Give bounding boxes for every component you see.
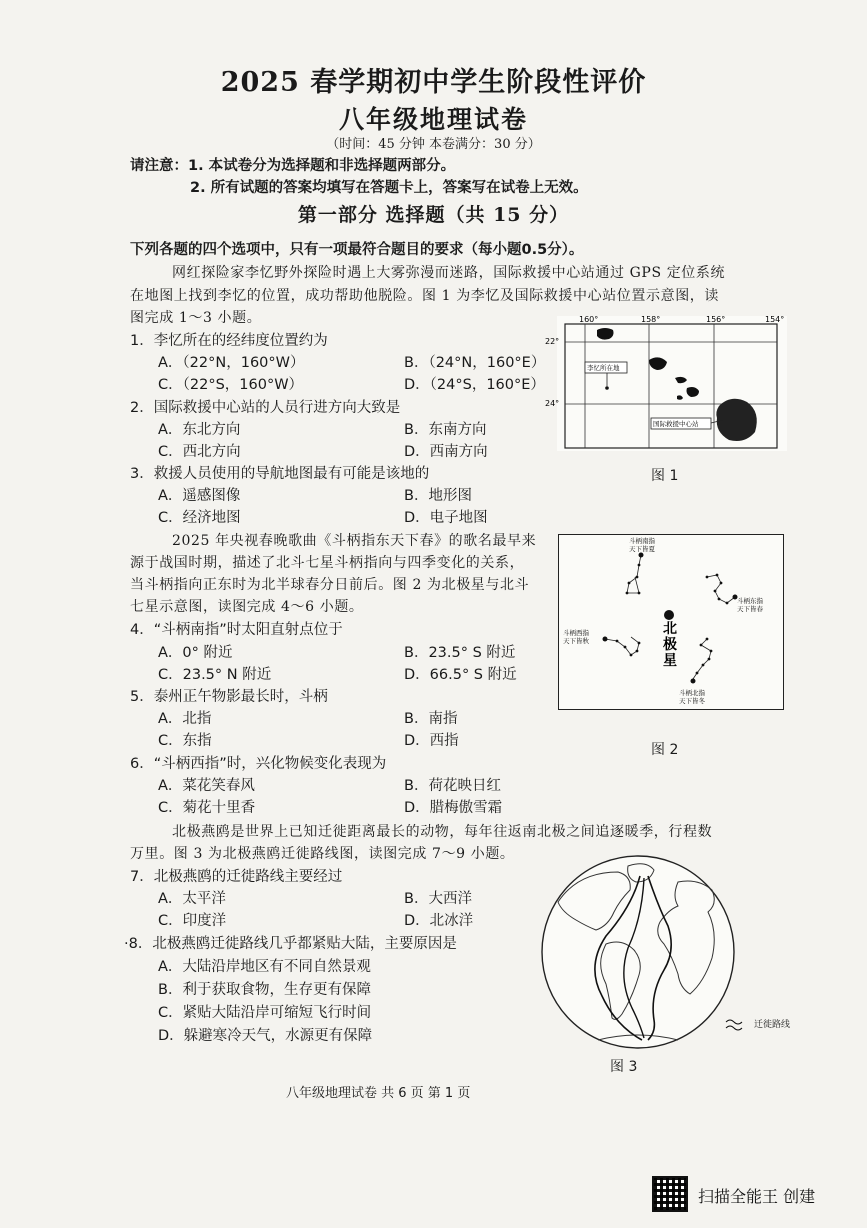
figure-1-caption: 图 1 [651,468,679,484]
question-7-option-c: C．印度洋 [158,913,227,929]
label-east-line1: 斗柄东指 [737,597,763,605]
question-8-option-a: A．大陆沿岸地区有不同自然景观 [158,959,371,975]
dipper-west-star [624,646,627,649]
lon-label-160: 160° [579,315,599,324]
figure-3-legend-label: 迁徙路线 [754,1020,791,1030]
lon-label-158: 158° [641,315,661,324]
question-7-option-d: D．北冰洋 [404,913,474,929]
question-6-stem: 6．“斗柄西指”时，兴化物候变化表现为 [130,756,387,772]
exam-title: 2025 春学期初中学生阶段性评价 [220,67,647,98]
page-footer: 八年级地理试卷 共 6 页 第 1 页 [286,1086,471,1101]
person-location-label: 李忆所在地 [587,364,620,372]
label-east-line2: 天下皆春 [737,605,763,613]
island-molokai [675,377,687,383]
legend-route-symbol [726,1020,742,1024]
lat-label-24: 24° [545,399,560,408]
question-4-option-d: D．66.5° S 附近 [404,667,517,683]
dipper-south-star [639,553,644,558]
question-7-option-b: B．大西洋 [404,891,472,907]
dipper-west-star [603,637,608,642]
dipper-west-lines [605,637,639,655]
dipper-south-star [638,592,641,595]
question-5-stem: 5．泰州正午物影最长时，斗柄 [130,689,328,705]
question-4-stem: 4．“斗柄南指”时太阳直射点位于 [130,622,343,638]
dipper-west-star [616,640,619,643]
question-3-option-c: C．经济地图 [158,510,241,526]
dipper-south-star [628,582,631,585]
dipper-south-lines [627,555,641,593]
label-south-line1: 斗柄南指 [629,537,655,545]
dipper-north-star [708,658,711,661]
dipper-east-star [716,574,719,577]
question-2-option-a: A．东北方向 [158,422,241,438]
passage1-line2: 在地图上找到李忆的位置，成功帮助他脱险。图 1 为李忆及国际救援中心站位置示意图，读 [130,288,720,304]
figure-2-svg [559,535,783,709]
dipper-north-star [700,644,703,647]
question-1-option-c: C．（22°S，160°W） [158,377,304,393]
passage3-line2: 万里。图 3 为北极燕鸥迁徙路线图，读图完成 7～9 小题。 [130,846,515,862]
label-west-line2: 天下皆秋 [563,637,589,645]
dipper-west-star [636,650,639,653]
dipper-east-lines [707,575,735,603]
question-6-option-a: A．菜花笑春风 [158,778,255,794]
question-5-option-c: C．东指 [158,733,212,749]
dipper-north-star [706,638,709,641]
polaris-label-1: 北 [663,621,677,637]
question-8-option-c: C．紧贴大陆沿岸可缩短飞行时间 [158,1005,372,1021]
dipper-north-star [710,650,713,653]
passage2-line1: 2025 年央视春晚歌曲《斗柄指东天下春》的歌名最早来 [172,533,537,549]
dipper-north-star [691,679,696,684]
lon-label-154: 154° [765,315,785,324]
person-dot [605,386,609,390]
question-2-option-c: C．西北方向 [158,444,241,460]
question-2-stem: 2．国际救援中心站的人员行进方向大致是 [130,400,401,416]
passage1-line1: 网红探险家李忆野外探险时遇上大雾弥漫而迷路，国际救援中心站通过 GPS 定位系统 [172,265,726,281]
polaris-label-2: 极 [663,637,677,653]
dipper-north-star [696,672,699,675]
dipper-east-star [718,598,721,601]
figure-3-globe [528,852,754,1052]
question-8-option-b: B．利于获取食物，生存更有保障 [158,982,371,998]
island-oahu [649,357,667,370]
dipper-east-star [720,582,723,585]
question-4-option-a: A．0° 附近 [158,645,233,661]
figure-3-caption: 图 3 [610,1059,638,1075]
island-lanai [677,395,683,399]
question-5-option-d: D．西指 [404,733,459,749]
dipper-east-star [714,590,717,593]
dipper-west-star [638,642,641,645]
note-2: 2. 所有试题的答案均填写在答题卡上，答案写在试卷上无效。 [190,180,588,196]
question-1-stem: 1．李忆所在的经纬度位置约为 [130,333,328,349]
dipper-south-star [626,592,629,595]
question-6-option-d: D．腊梅傲雪霜 [404,800,503,816]
note-1: 请注意：1. 本试卷分为选择题和非选择题两部分。 [130,158,456,174]
question-7-stem: 7．北极燕鸥的迁徙路线主要经过 [130,869,343,885]
passage2-line4: 七星示意图，读图完成 4～6 小题。 [130,599,364,615]
dipper-east-star [706,576,709,579]
scanner-watermark: 扫描全能王 创建 [698,1187,816,1206]
passage2-line2: 源于战国时期，描述了北斗七星斗柄指向与四季变化的关系， [130,555,525,571]
exam-info: （时间：45 分钟 本卷满分：30 分） [326,137,541,152]
question-3-stem: 3．救援人员使用的导航地图最有可能是该地的 [130,466,430,482]
passage1-line3: 图完成 1～3 小题。 [130,310,262,326]
dipper-north-star [702,664,705,667]
question-4-option-c: C．23.5° N 附近 [158,667,272,683]
question-3-option-b: B．地形图 [404,488,472,504]
figure-2-star-map [558,534,784,710]
qr-code-icon [652,1176,688,1212]
passage2-line3: 当斗柄指向正东时为北半球春分日前后。图 2 为北极星与北斗 [130,577,530,593]
question-2-option-b: B．东南方向 [404,422,487,438]
label-west-line1: 斗柄西指 [563,629,589,637]
dipper-south-star [636,576,639,579]
polaris-star [664,610,674,620]
station-location-label: 国际救援中心站 [653,420,699,428]
question-1-option-d: D．（24°S，160°E） [404,377,545,393]
label-north-line1: 斗柄北指 [679,689,705,697]
question-5-option-a: A．北指 [158,711,212,727]
label-south-line2: 天下皆夏 [629,545,655,553]
lat-label-22: 22° [545,337,560,346]
question-2-option-d: D．西南方向 [404,444,488,460]
section-instruction: 下列各题的四个选项中，只有一项最符合题目的要求（每小题0.5分）。 [130,242,584,258]
polaris-label-3: 星 [663,653,677,669]
question-1-option-b: B．（24°N，160°E） [404,355,546,371]
figure-1-map [545,315,787,451]
figure-3-svg [528,852,754,1052]
question-7-option-a: A．太平洋 [158,891,226,907]
dipper-west-star [630,654,633,657]
question-1-option-a: A．（22°N，160°W） [158,355,305,371]
question-5-option-b: B．南指 [404,711,458,727]
section-title: 第一部分 选择题（共 15 分） [297,204,570,226]
passage3-line1: 北极燕鸥是世界上已知迁徙距离最长的动物，每年往返南北极之间追逐暖季，行程数 [172,824,713,840]
exam-subject-title: 八年级地理试卷 [338,105,528,134]
question-8-stem: ·8．北极燕鸥迁徙路线几乎都紧贴大陆，主要原因是 [124,936,457,952]
question-3-option-d: D．电子地图 [404,510,488,526]
dipper-east-star [726,602,729,605]
legend-route-symbol [726,1026,742,1030]
island-kauai [597,328,614,340]
dipper-south-star [638,564,641,567]
question-6-option-b: B．荷花映日红 [404,778,501,794]
question-8-option-d: D．躲避寒冷天气，水源更有保障 [158,1028,373,1044]
label-north-line2: 天下皆冬 [679,697,705,705]
lon-label-156: 156° [706,315,726,324]
question-3-option-a: A．遥感图像 [158,488,241,504]
question-4-option-b: B．23.5° S 附近 [404,645,516,661]
figure-1-svg [545,315,787,451]
figure-2-caption: 图 2 [651,742,679,758]
island-maui [687,387,700,397]
question-6-option-c: C．菊花十里香 [158,800,256,816]
